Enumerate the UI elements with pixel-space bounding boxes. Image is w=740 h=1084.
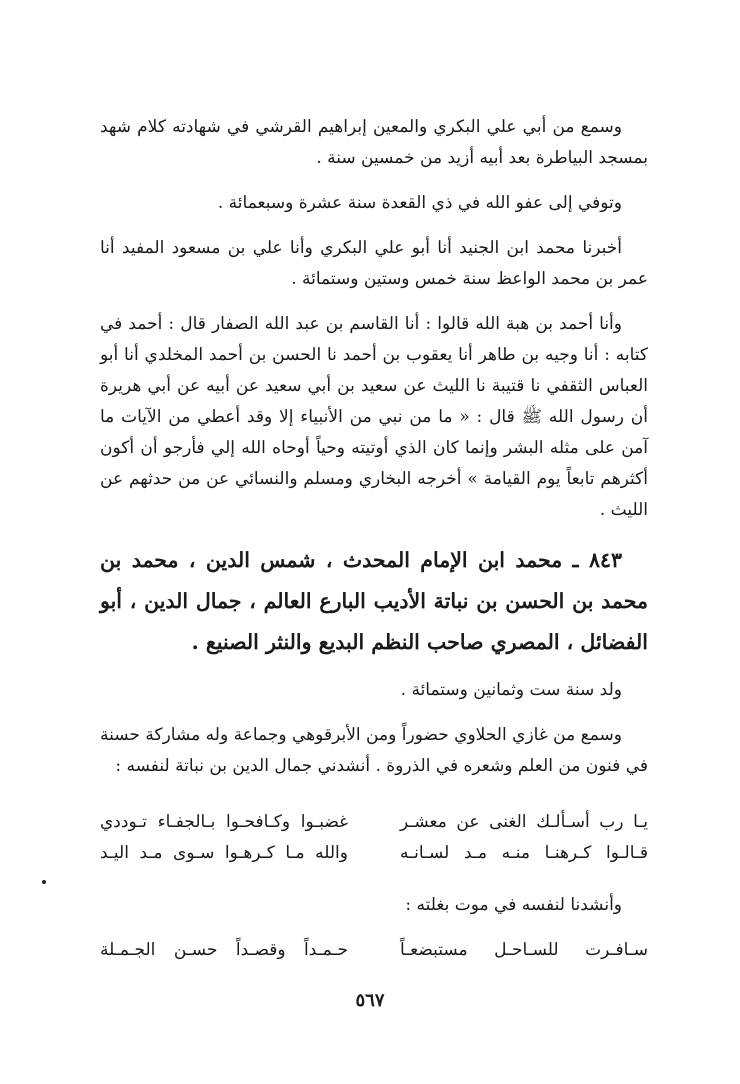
poem-intro — [100, 890, 648, 935]
verse-first-hemistich: يـا رب أسـألـك الغنى عن معشـر — [400, 812, 648, 832]
verse-first-hemistich: قـالـوا كـرهنـا منـه مـد لسـانـه — [400, 843, 648, 863]
verse-second-hemistich: غضبـوا وكـافحـوا بـالجفـاء تـوددي — [100, 812, 348, 832]
poem-2 — [100, 935, 648, 966]
paragraph-isnad-1: أخبرنا محمد ابن الجنيد أنا أبو علي البكري وأنا علي بن مسعود المفيد أنا عمر بن محمد الواعظ سنة خمس وستين وستمائة . — [100, 238, 648, 289]
paragraph-death: وتوفي إلى عفو الله في ذي القعدة سنة عشرة وسبعمائة . — [217, 193, 622, 213]
paragraph-hadith: وأنا أحمد بن هبة الله قالوا : أنا القاسم بن عبد الله الصفار قال : أحمد في كتابه : أنا وجيه بن طاهر أنا يعقوب بن أحمد نا الحسن بن أحمد المخلدي أنا أبو العباس الثقفي نا قتيبة نا الليث عن سعيد بن أبي سعيد عن أبيه عن أبي هريرة أن رسول الله ﷺ قال : « ما من نبي من الأنبياء إلا وقد أعطي من الآيات ما آمن على مثله البشر وإنما كان الذي أوتيته وحياً أوحاه الله إلي فأرجو أن أكون أكثرهم تابعاً يوم القيامة » أخرجه البخاري ومسلم والنسائي عن من حدثهم عن الليث . — [100, 314, 648, 520]
scan-speck — [42, 880, 46, 884]
main-text — [100, 112, 648, 796]
verse-line — [100, 935, 648, 966]
entry-heading: ٨٤٣ ـ محمد ابن الإمام المحدث ، شمس الدين ، محمد بن محمد بن الحسن بن نباتة الأديب البارع العالم ، جمال الدين ، أبو الفضائل ، المصري صاحب النظم البديع والنثر الصنيع . — [100, 548, 648, 654]
paragraph-studies: وسمع من غازي الحلاوي حضوراً ومن الأبرقوهي وجماعة وله مشاركة حسنة في فنون من العلم وشعره في الذروة . أنشدني جمال الدين بن نباتة لنفسه : — [100, 725, 648, 776]
verse-line — [100, 838, 648, 869]
paragraph-hearing: وسمع من أبي علي البكري والمعين إبراهيم القرشي في شهادته كلام شهد بمسجد البياطرة بعد أبيه أزيد من خمسين سنة . — [100, 117, 648, 168]
verse-first-hemistich: سـافـرت للسـاحـل مستبضعـاً — [400, 940, 648, 960]
poem-1 — [100, 807, 648, 869]
verse-line — [100, 807, 648, 838]
page-number: ٥٦٧ — [355, 990, 385, 1011]
paragraph-birth: ولد سنة ست وثمانين وستمائة . — [400, 680, 622, 700]
paragraph-mule-poem-intro: وأنشدنا لنفسه في موت بغلته : — [405, 895, 622, 915]
verse-second-hemistich: حـمـداً وقصـداً حسـن الجـمـلة — [100, 940, 348, 960]
verse-second-hemistich: والله مـا كـرهـوا سـوى مـد اليـد — [100, 843, 348, 863]
